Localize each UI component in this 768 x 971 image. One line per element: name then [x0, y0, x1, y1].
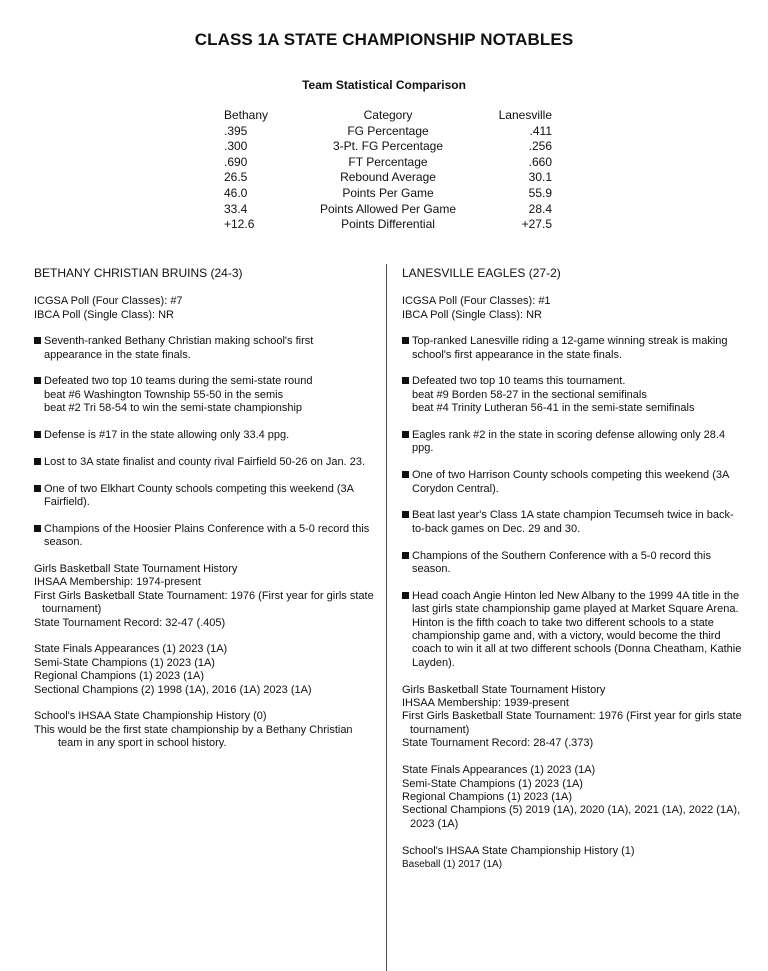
stat-row — [224, 186, 552, 202]
square-bullet-icon — [34, 485, 41, 492]
history-first-tournament: First Girls Basketball State Tournament: 1976 (First year for girls state tournament) — [34, 589, 374, 616]
header-lanesville: Lanesville — [498, 108, 552, 122]
category-label: Points Differential — [341, 217, 435, 232]
titles-list — [402, 764, 742, 831]
notable-item — [34, 456, 374, 469]
lanesville-column — [402, 267, 742, 871]
poll-rankings — [402, 295, 742, 322]
history-first-tournament: First Girls Basketball State Tournament: 1976 (First year for girls state tournament) — [402, 710, 742, 736]
square-bullet-icon — [34, 337, 41, 344]
history-membership: IHSAA Membership: 1939-present — [402, 697, 569, 710]
header-category: Category — [363, 108, 413, 122]
championship-heading: School's IHSAA State Championship History (0) — [34, 710, 267, 723]
spacer — [34, 697, 374, 710]
title-line: Semi-State Champions (1) 2023 (1A) — [402, 777, 583, 790]
history-heading: Girls Basketball State Tournament History — [34, 563, 238, 576]
category-label: Points Allowed Per Game — [319, 201, 457, 216]
lanesville-value: .256 — [528, 139, 552, 154]
stat-row — [224, 202, 552, 218]
category-label: Rebound Average — [340, 170, 436, 185]
square-bullet-icon — [402, 337, 409, 344]
team-header: BETHANY CHRISTIAN BRUINS (24-3) — [34, 266, 243, 280]
title-line: Sectional Champions (2) 1998 (1A), 2016 (1A) 2023 (1A) — [34, 683, 312, 696]
notable-text: beat #4 Trinity Lutheran 56-41 in the semi-state semifinals — [412, 402, 695, 415]
category-label: 3-Pt. FG Percentage — [332, 139, 444, 154]
history-record: State Tournament Record: 28-47 (.373) — [402, 737, 594, 750]
team-header: LANESVILLE EAGLES (27-2) — [402, 266, 561, 280]
lanesville-value: 30.1 — [528, 170, 552, 185]
stat-row — [224, 217, 552, 233]
notable-text: Seventh-ranked Bethany Christian making school's first appearance in the state finals. — [44, 335, 314, 361]
square-bullet-icon — [402, 511, 409, 518]
notable-text: Defeated two top 10 teams during the semi-state round — [44, 375, 313, 388]
page-title: CLASS 1A STATE CHAMPIONSHIP NOTABLES — [194, 30, 574, 49]
category-label: Points Per Game — [342, 185, 434, 200]
notable-text: Eagles rank #2 in the state in scoring defense allowing only 28.4 ppg. — [412, 429, 726, 455]
bethany-value: +12.6 — [224, 217, 255, 232]
notable-text: Defeated two top 10 teams this tournament. — [412, 375, 626, 388]
stat-comparison-table — [224, 108, 552, 233]
title-line: State Finals Appearances (1) 2023 (1A) — [402, 764, 596, 777]
lanesville-value: .660 — [528, 154, 552, 169]
bethany-value: .300 — [224, 139, 248, 154]
notable-text: beat #6 Washington Township 55-50 in the semis — [44, 388, 284, 401]
championship-heading: School's IHSAA State Championship History (1) — [402, 844, 635, 857]
square-bullet-icon — [34, 377, 41, 384]
square-bullet-icon — [34, 431, 41, 438]
championship-history — [34, 710, 374, 750]
notable-item — [402, 375, 742, 415]
bethany-value: 26.5 — [224, 170, 248, 185]
notable-text: Champions of the Hoosier Plains Conference with a 5-0 record this season. — [44, 522, 370, 549]
notable-text: Head coach Angie Hinton led New Albany to the 1999 4A title in the last girls state championship game played at Market Square Arena. Hinton is the fifth coach to take two different schools to a state championship game and, with a victory, would become the third coach to win it all at two different schools (Donna Cheatham, Kathie Layden). — [412, 589, 742, 669]
notable-text: Champions of the Southern Conference with a 5-0 record this season. — [412, 549, 711, 576]
spacer — [402, 831, 742, 844]
lanesville-value: +27.5 — [521, 217, 552, 232]
notable-text: One of two Harrison County schools competing this weekend (3A Corydon Central). — [412, 469, 729, 495]
lanesville-value: .411 — [529, 123, 552, 138]
history-heading: Girls Basketball State Tournament History — [402, 683, 606, 696]
square-bullet-icon — [402, 431, 409, 438]
notable-item — [34, 483, 374, 510]
notable-text: beat #9 Borden 58-27 in the sectional semifinals — [412, 388, 647, 401]
title-line: Sectional Champions (5) 2019 (1A), 2020 (1A), 2021 (1A), 2022 (1A), 2023 (1A) — [402, 804, 741, 830]
comparison-subtitle: Team Statistical Comparison — [302, 78, 466, 92]
category-label: FG Percentage — [347, 123, 429, 138]
notable-item — [402, 335, 742, 362]
poll-rankings — [34, 295, 374, 322]
notable-item — [402, 509, 742, 536]
notable-item — [402, 469, 742, 496]
square-bullet-icon — [402, 592, 409, 599]
championship-history — [402, 845, 742, 872]
notable-item — [402, 590, 742, 670]
square-bullet-icon — [34, 458, 41, 465]
bethany-value: .395 — [224, 123, 248, 138]
stat-row — [224, 170, 552, 186]
notable-text: One of two Elkhart County schools competing this weekend (3A Fairfield). — [44, 482, 354, 509]
bethany-value: 46.0 — [224, 185, 248, 200]
notable-text: Defense is #17 in the state allowing only 33.4 ppg. — [44, 429, 290, 442]
poll-line: IBCA Poll (Single Class): NR — [402, 308, 542, 321]
title-line: State Finals Appearances (1) 2023 (1A) — [34, 643, 228, 656]
tournament-history — [402, 684, 742, 751]
bethany-column — [34, 267, 374, 751]
spacer — [34, 630, 374, 643]
notable-text: Top-ranked Lanesville riding a 12-game winning streak is making school's first appearance in the state finals. — [412, 335, 728, 361]
bethany-value: 33.4 — [224, 201, 248, 216]
championship-detail: This would be the first state championship by a Bethany Christian team in any sport in school history. — [34, 723, 353, 750]
notable-item — [34, 429, 374, 442]
column-divider — [386, 264, 387, 971]
title-line: Regional Champions (1) 2023 (1A) — [402, 790, 572, 803]
header-bethany: Bethany — [224, 108, 269, 122]
lanesville-value: 28.4 — [528, 201, 552, 216]
stat-row — [224, 155, 552, 171]
poll-line: ICGSA Poll (Four Classes): #1 — [402, 295, 551, 308]
notable-item — [34, 523, 374, 550]
tournament-history — [34, 563, 374, 630]
title-line: Regional Champions (1) 2023 (1A) — [34, 670, 204, 683]
history-record: State Tournament Record: 32-47 (.405) — [34, 616, 226, 629]
notable-item — [34, 335, 374, 362]
square-bullet-icon — [402, 377, 409, 384]
notable-text: beat #2 Tri 58-54 to win the semi-state championship — [44, 402, 303, 415]
bethany-value: .690 — [224, 154, 248, 169]
category-label: FT Percentage — [348, 154, 428, 169]
history-membership: IHSAA Membership: 1974-present — [34, 576, 201, 589]
stat-header-row — [224, 108, 552, 124]
title-line: Semi-State Champions (1) 2023 (1A) — [34, 656, 215, 669]
square-bullet-icon — [402, 552, 409, 559]
titles-list — [34, 643, 374, 697]
poll-line: IBCA Poll (Single Class): NR — [34, 308, 174, 321]
stat-row — [224, 139, 552, 155]
spacer — [402, 751, 742, 764]
notable-item — [402, 429, 742, 456]
poll-line: ICGSA Poll (Four Classes): #7 — [34, 295, 183, 308]
square-bullet-icon — [402, 471, 409, 478]
notable-text: Beat last year's Class 1A state champion Tecumseh twice in back-to-back games on Dec. 29 and 30. — [412, 509, 734, 535]
stat-row — [224, 124, 552, 140]
championship-detail: Baseball (1) 2017 (1A) — [402, 858, 503, 870]
notable-item — [402, 550, 742, 577]
square-bullet-icon — [34, 525, 41, 532]
notable-text: Lost to 3A state finalist and county rival Fairfield 50-26 on Jan. 23. — [44, 455, 366, 468]
notable-item — [34, 375, 374, 415]
lanesville-value: 55.9 — [528, 185, 552, 200]
